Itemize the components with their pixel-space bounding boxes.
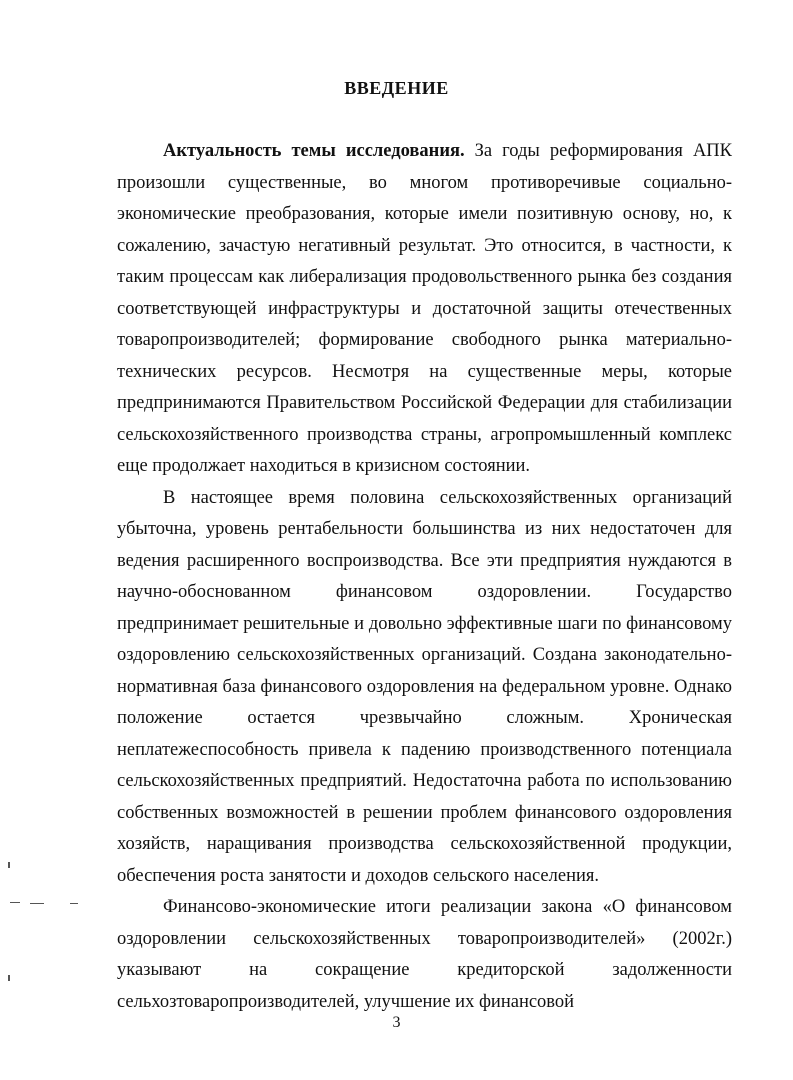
paragraph-1-text: За годы реформирования АПК произошли существенные, во многом противоречивые социально-экономические преобразования, которые имели позитивную основу, но, к сожалению, зачастую негативный результат. Это относится, в частности, к таким процессам как либерализация продовольственного рынка без создания соответствующей инфраструктуры и достаточной защиты отечественных товаропроизводителей; формирование свободного рынка материально-технических ресурсов. Несмотря на существенные меры, которые предпринимаются Правительством Российской Федерации для стабилизации сельскохозяйственного производства страны, агропромышленный комплекс еще продолжает находиться в кризисном состоянии.: [117, 141, 732, 476]
scan-artifact-5: [8, 975, 10, 981]
paragraph-2-text: В настоящее время половина сельскохозяйственных организаций убыточна, уровень рентабельности большинства из них недостаточен для ведения расширенного воспроизводства. Все эти предприятия нуждаются в научно-обоснованном финансовом оздоровлении. Государство предпринимает решительные и довольно эффективные шаги по финансовому оздоровлению сельскохозяйственных организаций. Создана законодательно-нормативная база финансового оздоровления на федеральном уровне. Однако положение остается чрезвычайно сложным. Хроническая неплатежеспособность привела к падению производственного потенциала сельскохозяйственных предприятий. Недостаточна работа по использованию собственных возможностей в решении проблем финансового оздоровления хозяйств, наращивания производства сельскохозяйственной продукции, обеспечения роста занятости и доходов сельского населения.: [117, 487, 732, 886]
paragraph-2: [117, 483, 732, 893]
scan-artifact-4: [70, 903, 78, 904]
paragraph-1-lead: Актуальность темы исследования.: [163, 141, 465, 161]
scan-artifact-1: [8, 862, 10, 868]
body-text: [117, 136, 732, 1018]
paragraph-3-text: Финансово-экономические итоги реализации закона «О финансовом оздоровлении сельскохозяйственных товаропроизводителей» (2002г.) указывают на сокращение кредиторской задолженности сельхозтоваропроизводителей, улучшение их финансовой: [117, 897, 732, 1012]
section-title: ВВЕДЕНИЕ: [344, 78, 449, 98]
scan-artifact-2: [10, 902, 20, 903]
paragraph-1: [117, 136, 732, 483]
paragraph-3: [117, 892, 732, 1018]
scan-artifact-3: [30, 903, 44, 904]
page-number: 3: [392, 1014, 401, 1031]
